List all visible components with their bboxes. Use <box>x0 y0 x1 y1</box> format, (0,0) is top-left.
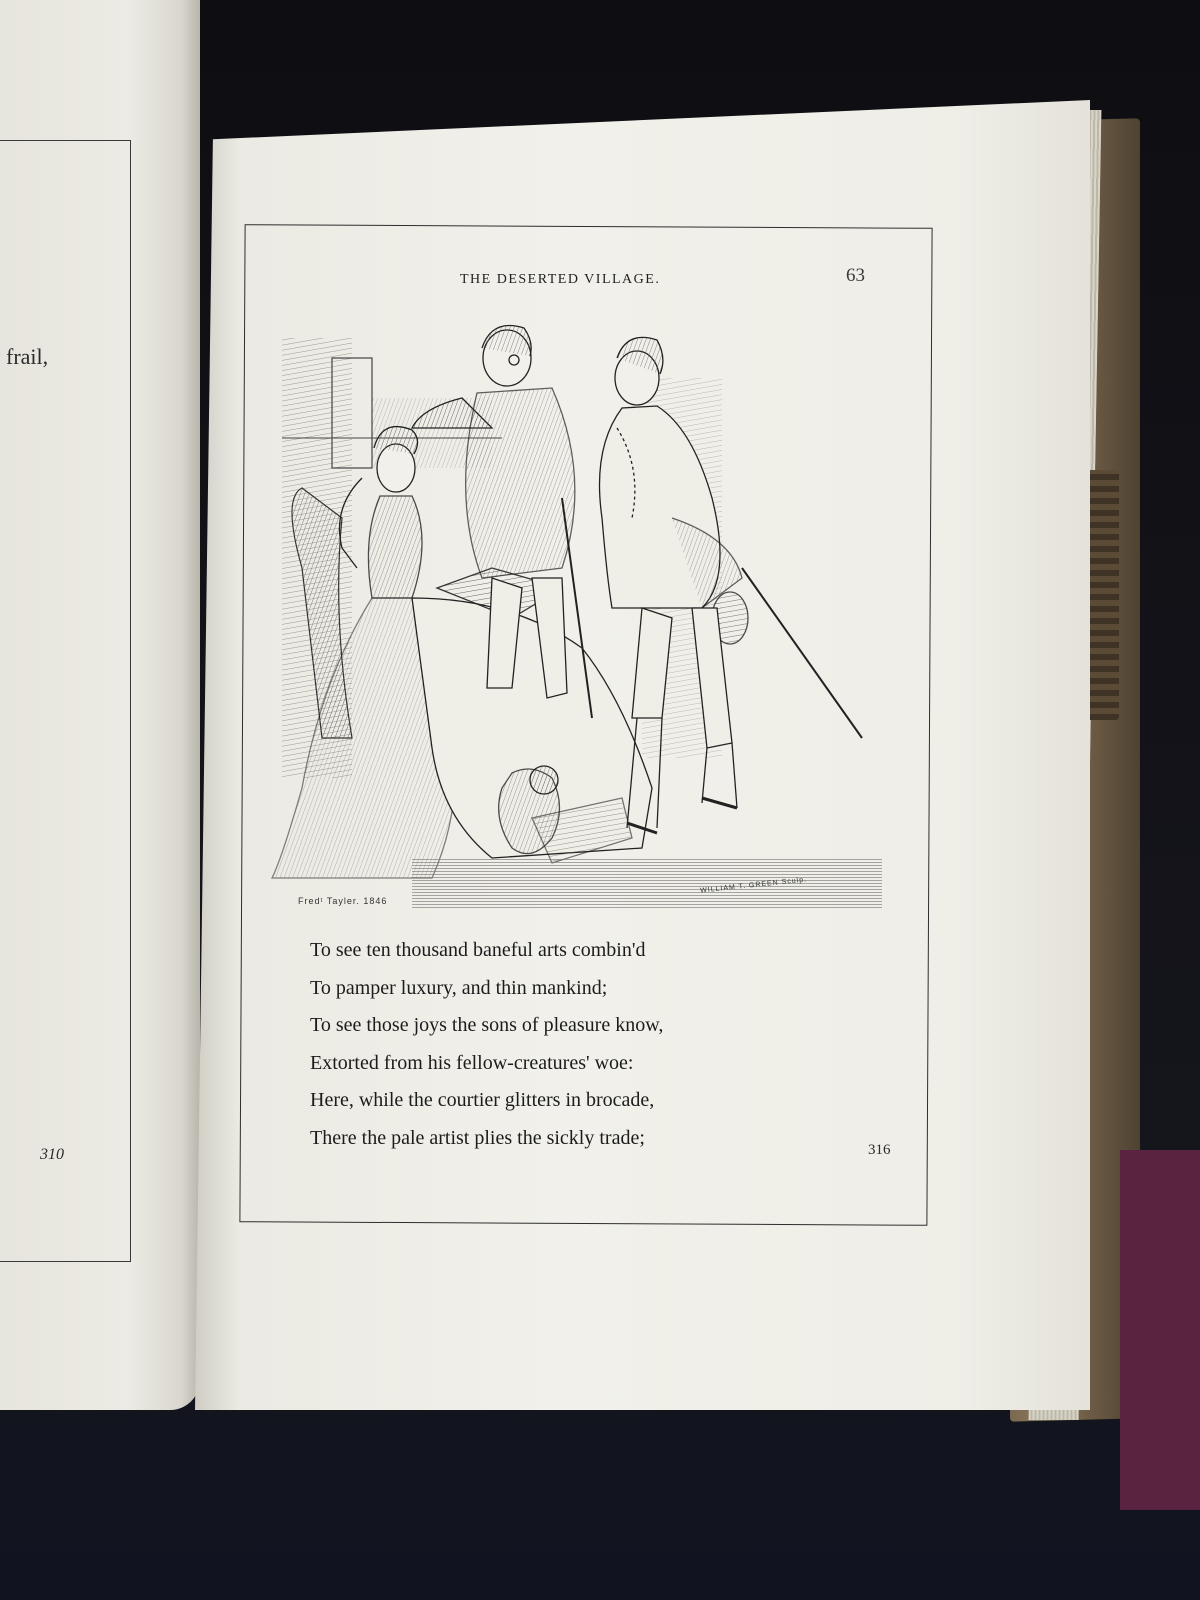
left-page-fragment: frail, <box>6 344 49 369</box>
background-cloth <box>1120 1150 1200 1510</box>
artist-signature: Fredᵗ Tayler. 1846 <box>298 896 388 906</box>
line-number: 316 <box>868 1142 891 1158</box>
verse-line: To see ten thousand baneful arts combin'd <box>310 939 646 961</box>
verse-line: Here, while the courtier glitters in brocade, <box>310 1089 655 1111</box>
engraver-signature: WILLIAM T. GREEN Sculp. <box>699 876 808 895</box>
verse-line: To see those joys the sons of pleasure know, <box>310 1014 664 1036</box>
page-number: 63 <box>846 265 865 286</box>
verse-line: There the pale artist plies the sickly trade; <box>310 1126 645 1149</box>
left-page-line-number: 310 <box>40 1146 64 1163</box>
verse-block <box>310 932 870 1157</box>
left-page-frame <box>0 140 131 1262</box>
floor-shading <box>412 858 882 908</box>
verse-line: Extorted from his fellow-creatures' woe: <box>310 1051 634 1074</box>
engraving-illustration <box>262 318 894 918</box>
running-head: THE DESERTED VILLAGE. <box>460 272 661 287</box>
verse-line: To pamper luxury, and thin mankind; <box>310 976 608 999</box>
spine-band <box>1085 470 1119 720</box>
